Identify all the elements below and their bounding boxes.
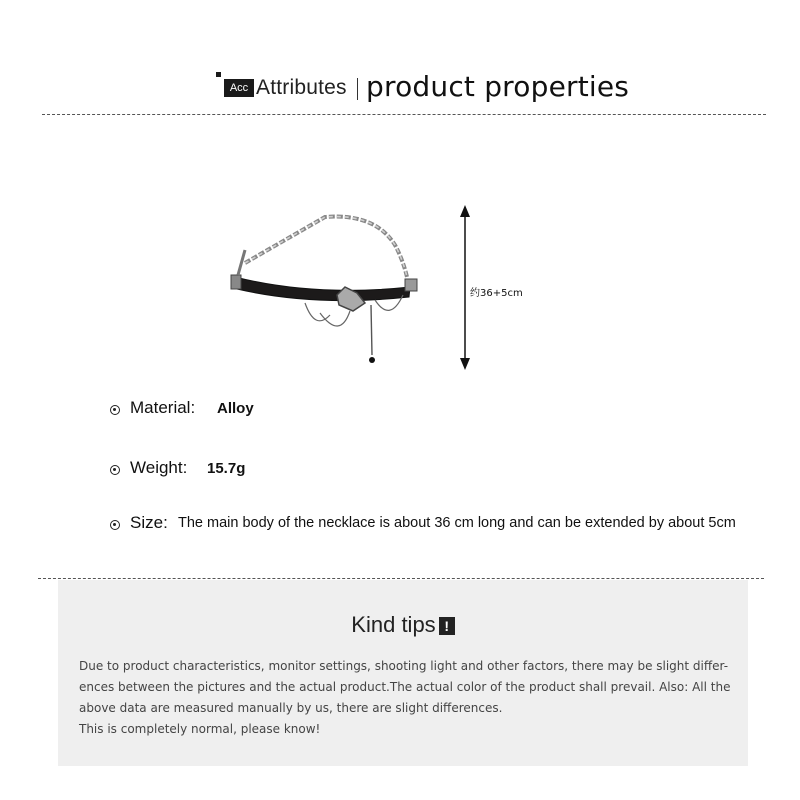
tips-line: ences between the pictures and the actual product.The actual color of the product shall prevail. Also: All the	[79, 680, 731, 694]
header-dot-icon	[216, 72, 221, 77]
title-divider	[357, 78, 358, 100]
title-en: Attributes	[256, 76, 347, 99]
tips-line: Due to product characteristics, monitor settings, shooting light and other factors, there may be slight differ-	[79, 659, 729, 673]
necklace-product-image	[225, 205, 425, 375]
acc-badge: Acc	[224, 79, 254, 97]
spec-value: 15.7g	[207, 460, 246, 477]
tips-title	[58, 612, 748, 638]
spec-value: The main body of the necklace is about 36 cm long and can be extended by about 5cm	[178, 515, 736, 531]
page-title: product properties	[366, 70, 630, 103]
header	[0, 70, 800, 110]
middle-divider	[38, 578, 764, 579]
kind-tips-panel	[58, 580, 748, 766]
tips-line: above data are measured manually by us, there are slight differences.	[79, 701, 503, 715]
exclamation-icon: !	[439, 617, 455, 635]
top-divider	[42, 114, 766, 115]
tips-body	[79, 656, 733, 740]
bullet-icon	[110, 405, 120, 415]
spec-label: Size:	[130, 513, 168, 532]
bullet-icon	[110, 520, 120, 530]
spec-label: Weight:	[130, 458, 188, 477]
tips-title-text: Kind tips	[351, 612, 436, 637]
spec-label: Material:	[130, 398, 196, 417]
spec-value: Alloy	[217, 400, 254, 417]
dimension-label: 约36+5cm	[470, 288, 523, 299]
bullet-icon	[110, 465, 120, 475]
tips-line: This is completely normal, please know!	[79, 722, 321, 736]
